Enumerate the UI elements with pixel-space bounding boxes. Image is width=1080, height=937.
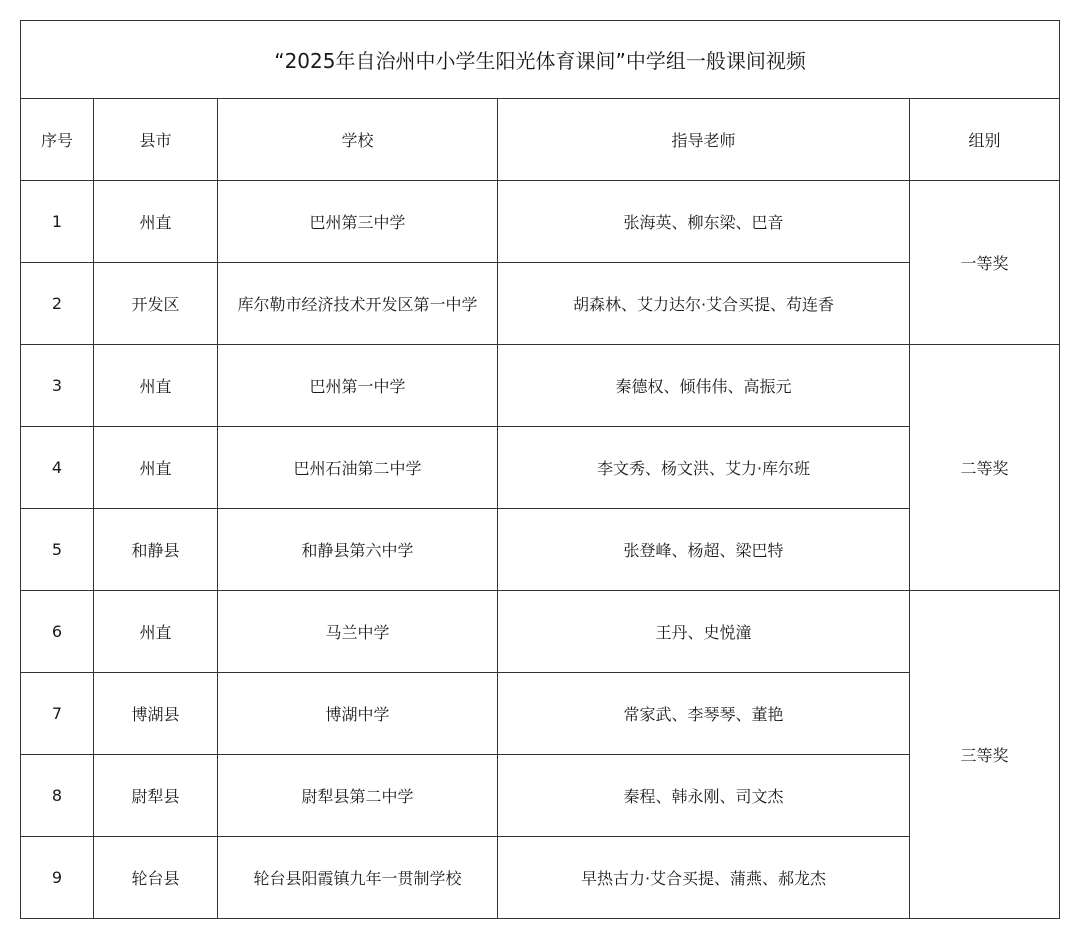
cell-county: 轮台县 xyxy=(94,837,218,919)
cell-group-first-prize: 一等奖 xyxy=(910,181,1060,345)
cell-teachers: 胡森林、艾力达尔·艾合买提、苟连香 xyxy=(498,263,910,345)
cell-teachers: 早热古力·艾合买提、蒲燕、郝龙杰 xyxy=(498,837,910,919)
cell-index: 6 xyxy=(21,591,94,673)
cell-county: 开发区 xyxy=(94,263,218,345)
cell-school: 轮台县阳霞镇九年一贯制学校 xyxy=(218,837,498,919)
header-row xyxy=(21,99,1060,181)
cell-teachers: 张登峰、杨超、梁巴特 xyxy=(498,509,910,591)
header-index: 序号 xyxy=(21,99,94,181)
table-row xyxy=(21,263,1060,345)
cell-teachers: 李文秀、杨文洪、艾力·库尔班 xyxy=(498,427,910,509)
cell-index: 2 xyxy=(21,263,94,345)
cell-teachers: 王丹、史悦潼 xyxy=(498,591,910,673)
cell-county: 尉犁县 xyxy=(94,755,218,837)
cell-county: 州直 xyxy=(94,181,218,263)
table-row xyxy=(21,755,1060,837)
table-row xyxy=(21,673,1060,755)
table-row xyxy=(21,837,1060,919)
cell-county: 州直 xyxy=(94,591,218,673)
cell-index: 5 xyxy=(21,509,94,591)
table-row xyxy=(21,509,1060,591)
header-group: 组别 xyxy=(910,99,1060,181)
header-teachers: 指导老师 xyxy=(498,99,910,181)
cell-school: 巴州第三中学 xyxy=(218,181,498,263)
cell-county: 和静县 xyxy=(94,509,218,591)
cell-county: 州直 xyxy=(94,345,218,427)
table-row xyxy=(21,427,1060,509)
table-title: “2025年自治州中小学生阳光体育课间”中学组一般课间视频 xyxy=(21,21,1060,99)
cell-county: 博湖县 xyxy=(94,673,218,755)
header-county: 县市 xyxy=(94,99,218,181)
cell-index: 7 xyxy=(21,673,94,755)
header-school: 学校 xyxy=(218,99,498,181)
cell-school: 巴州第一中学 xyxy=(218,345,498,427)
cell-teachers: 常家武、李琴琴、董艳 xyxy=(498,673,910,755)
cell-index: 1 xyxy=(21,181,94,263)
cell-school: 和静县第六中学 xyxy=(218,509,498,591)
cell-teachers: 张海英、柳东梁、巴音 xyxy=(498,181,910,263)
cell-school: 马兰中学 xyxy=(218,591,498,673)
cell-index: 3 xyxy=(21,345,94,427)
cell-group-third-prize: 三等奖 xyxy=(910,591,1060,919)
cell-teachers: 秦程、韩永刚、司文杰 xyxy=(498,755,910,837)
cell-school: 尉犁县第二中学 xyxy=(218,755,498,837)
cell-school: 巴州石油第二中学 xyxy=(218,427,498,509)
cell-county: 州直 xyxy=(94,427,218,509)
cell-teachers: 秦德权、倾伟伟、高振元 xyxy=(498,345,910,427)
cell-index: 9 xyxy=(21,837,94,919)
cell-school: 博湖中学 xyxy=(218,673,498,755)
cell-index: 4 xyxy=(21,427,94,509)
award-table xyxy=(20,20,1060,919)
cell-index: 8 xyxy=(21,755,94,837)
cell-school: 库尔勒市经济技术开发区第一中学 xyxy=(218,263,498,345)
table-row xyxy=(21,181,1060,263)
table-row xyxy=(21,591,1060,673)
table-row xyxy=(21,345,1060,427)
cell-group-second-prize: 二等奖 xyxy=(910,345,1060,591)
